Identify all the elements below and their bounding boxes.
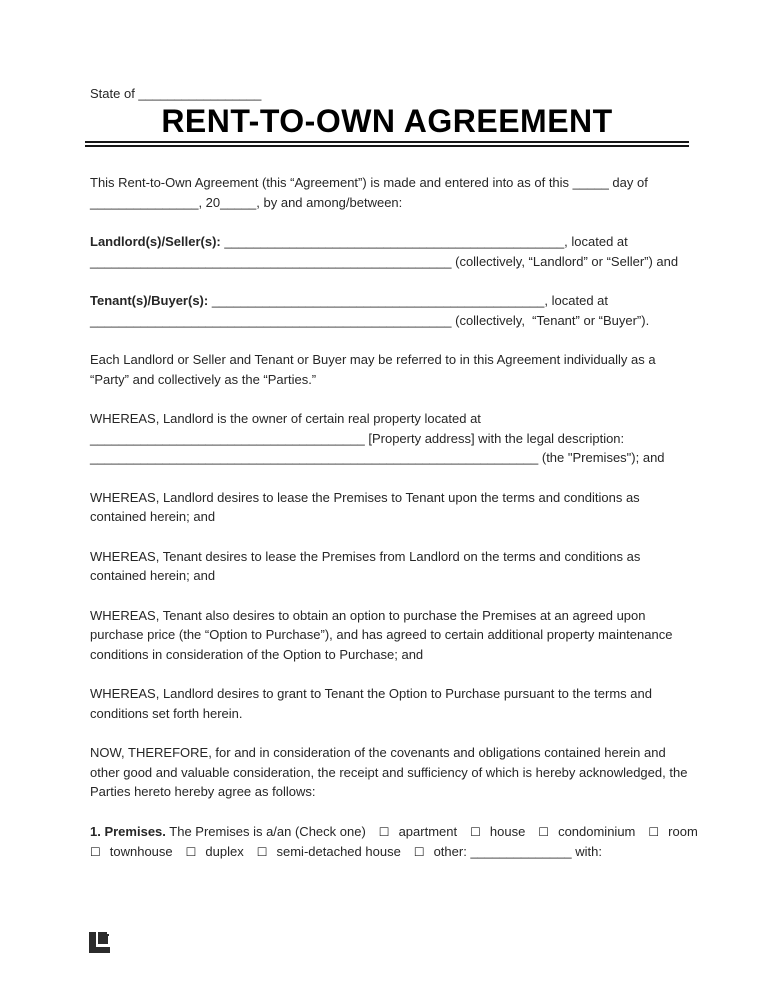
text-line: _______________, 20_____, by and among/between: xyxy=(90,194,403,210)
text-line: __________________________________________________ (collectively, “Tenant” or “Buyer”). xyxy=(90,312,650,328)
text-line xyxy=(90,842,684,863)
checkbox-icon: ☐ xyxy=(185,845,197,859)
tenant-name-blank: ______________________________________________, located at xyxy=(211,293,609,308)
text-line: purchase price (the “Option to Purchase”), and has agreed to certain additional property maintenance xyxy=(90,627,673,642)
text-line: __________________________________________________ (collectively, “Landlord” or “Seller”) and xyxy=(90,253,679,269)
text-line: “Party” and collectively as the “Parties.” xyxy=(90,371,317,387)
text-line: conditions set forth herein. xyxy=(90,705,243,721)
text-line: contained herein; and xyxy=(90,568,216,583)
section-1-label: 1. Premises. xyxy=(90,823,166,839)
parties-clause xyxy=(90,350,684,389)
checkbox-icon: ☐ xyxy=(538,824,550,839)
legaltemplates-logo-icon xyxy=(86,929,113,956)
option-duplex: duplex xyxy=(205,844,244,859)
text-line: Parties hereto hereby agree as follows: xyxy=(90,784,316,799)
text-line: WHEREAS, Tenant also desires to obtain an option to purchase the Premises at an agreed upon xyxy=(90,607,646,623)
option-other-label: other: xyxy=(433,844,471,859)
whereas-tenant-lease-clause xyxy=(90,547,684,586)
checkbox-icon: ☐ xyxy=(470,824,481,839)
text-line: other good and valuable consideration, the receipt and sufficiency of which is hereby acknowledged, the xyxy=(90,764,688,780)
checkbox-icon: ☐ xyxy=(378,824,390,839)
landlord-name-blank: _______________________________________________, located at xyxy=(224,234,628,249)
whereas-landlord-lease-clause xyxy=(90,488,684,527)
state-of-label: State of xyxy=(90,86,139,101)
text-line: contained herein; and xyxy=(90,509,216,524)
text-line xyxy=(90,232,684,252)
option-townhouse: townhouse xyxy=(109,844,173,859)
checkbox-icon: ☐ xyxy=(648,824,660,839)
text-line: ______________________________________________________________ (the "Premises"); and xyxy=(90,450,665,465)
tenant-buyer-label: Tenant(s)/Buyer(s): xyxy=(90,293,212,308)
option-house: house xyxy=(489,823,526,839)
title-divider xyxy=(85,141,689,147)
checkbox-icon: ☐ xyxy=(90,845,101,859)
text-line: ______________________________________ [Property address] with the legal description: xyxy=(90,430,625,446)
option-apartment: apartment xyxy=(398,823,458,839)
state-of-line xyxy=(90,86,684,102)
text-line: Each Landlord or Seller and Tenant or Buyer may be referred to in this Agreement individually as a xyxy=(90,352,656,367)
other-blank-field: ______________ xyxy=(470,844,572,859)
landlord-seller-label: Landlord(s)/Seller(s): xyxy=(90,234,225,249)
text-line: conditions in consideration of the Option to Purchase; and xyxy=(90,646,424,662)
text-line: WHEREAS, Landlord desires to lease the Premises to Tenant upon the terms and conditions as xyxy=(90,489,640,505)
whereas-property-clause xyxy=(90,409,684,468)
landlord-seller-clause xyxy=(90,232,684,271)
tenant-buyer-clause xyxy=(90,291,684,330)
text-line: WHEREAS, Landlord is the owner of certain real property located at xyxy=(90,411,481,426)
text-line: This Rent-to-Own Agreement (this “Agreement”) is made and entered into as of this _____ day of xyxy=(90,175,648,190)
whereas-grant-clause xyxy=(90,684,684,723)
with-label: with: xyxy=(571,844,603,859)
text-line: NOW, THEREFORE, for and in consideration of the covenants and obligations contained herein and xyxy=(90,745,666,760)
checkbox-icon: ☐ xyxy=(413,845,425,859)
page-title: RENT-TO-OWN AGREEMENT xyxy=(161,103,613,139)
option-condominium: condominium xyxy=(558,823,636,839)
whereas-option-clause xyxy=(90,606,684,665)
now-therefore-clause xyxy=(90,743,688,802)
text-line: WHEREAS, Landlord desires to grant to Tenant the Option to Purchase pursuant to the terms and xyxy=(90,686,652,701)
text-line: WHEREAS, Tenant desires to lease the Premises from Landlord on the terms and conditions as xyxy=(90,548,641,564)
document-body xyxy=(90,173,698,863)
check-one-lead: The Premises is a/an (Check one) xyxy=(165,823,366,839)
checkbox-icon: ☐ xyxy=(256,845,268,859)
section-1-premises xyxy=(90,822,698,863)
intro-clause xyxy=(90,173,684,212)
text-line xyxy=(90,822,698,843)
state-blank-field: _________________ xyxy=(138,86,262,101)
option-room: room xyxy=(668,823,698,839)
text-line xyxy=(90,291,684,311)
option-semi-detached-house: semi-detached house xyxy=(276,844,401,859)
